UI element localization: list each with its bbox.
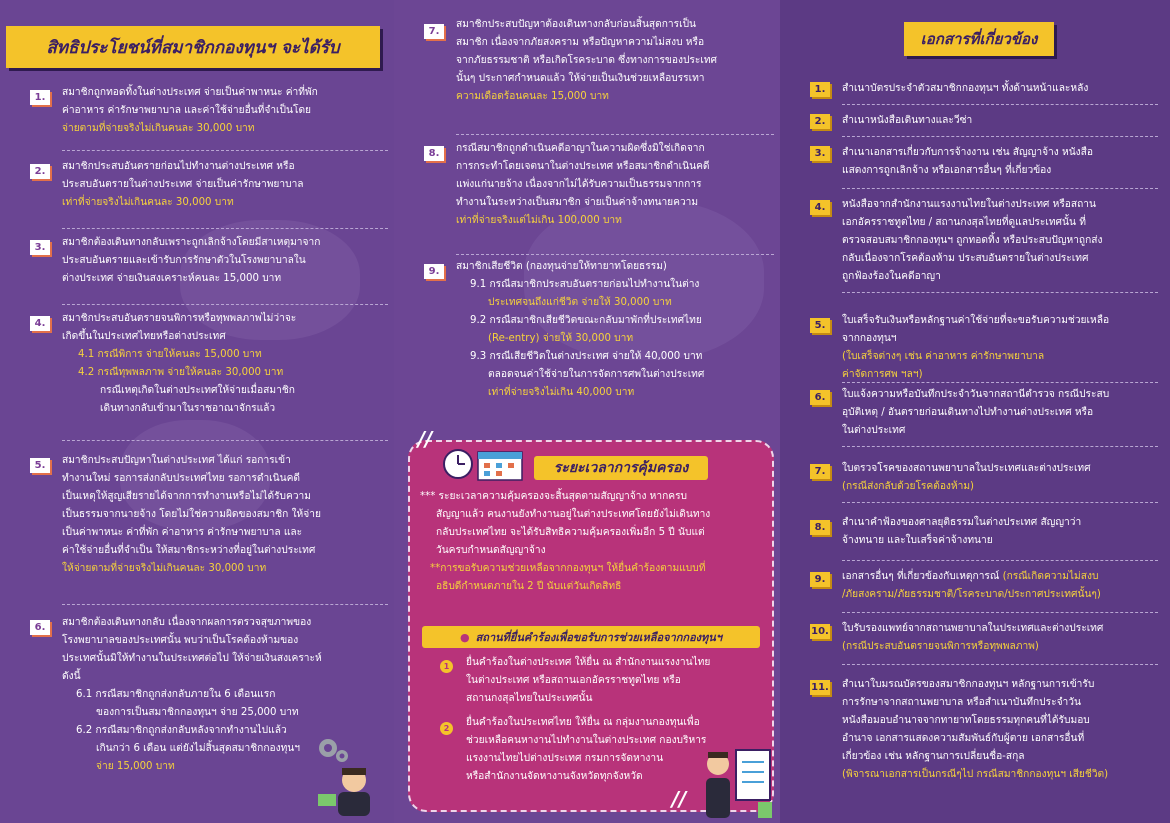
sub-item: 9.1 กรณีสมาชิกประสบอันตรายก่อนไปทำงานในต่าง xyxy=(470,279,700,290)
text-line: ใบแจ้งความหรือบันทึกประจำวันจากสถานีตำรวจ กรณีประสบ xyxy=(842,389,1110,400)
calendar-icon xyxy=(440,446,526,484)
text-line: สัญญาแล้ว คนงานยังทำงานอยู่ในต่างประเทศโดยยังไม่เดินทาง xyxy=(436,509,711,520)
item-number: 2. xyxy=(30,164,50,179)
text-line: สำเนาเอกสารเกี่ยวกับการจ้างงาน เช่น สัญญาจ้าง หนังสือ xyxy=(842,147,1093,158)
text-line: เอกอัครราชทูตไทย / สถานกงสุลไทยที่ดูแลประเทศนั้น ที่ xyxy=(842,217,1086,228)
text-line: จากกองทุนฯ xyxy=(842,333,897,344)
where-to-file-label: สถานที่ยื่นคำร้องเพื่อขอรับการช่วยเหลือจากกองทุนฯ xyxy=(475,631,722,644)
text-line: จ้างทนาย และใบเสร็จค่าจ้างทนาย xyxy=(842,535,993,546)
text-line: หรือสำนักงานจัดหางานจังหวัดทุกจังหวัด xyxy=(466,771,643,782)
document-item-10 xyxy=(842,620,1158,656)
document-item-11 xyxy=(842,676,1158,784)
text-line: สมาชิกประสบอันตรายจนพิการหรือทุพพลภาพไม่ว่าจะ xyxy=(62,313,297,324)
divider xyxy=(456,134,774,135)
benefit-item-7 xyxy=(456,16,774,106)
text-line: ใบเสร็จรับเงินหรือหลักฐานค่าใช้จ่ายที่จะขอรับความช่วยเหลือ xyxy=(842,315,1110,326)
text-line: ทำงานในระหว่างเป็นสมาชิก จ่ายเป็นค่าจ้างทนายความ xyxy=(456,197,699,208)
document-item-6 xyxy=(842,386,1158,440)
item-number: 7. xyxy=(424,24,444,39)
doc-number: 6. xyxy=(810,390,830,405)
text-line: สำเนาหนังสือเดินทางและวีซ่า xyxy=(842,115,973,126)
text-line: แพ่งแก่นายจ้าง เนื่องจากไม่ได้รับความเป็นธรรมจากการ xyxy=(456,179,702,190)
text-line xyxy=(842,568,1158,586)
doc-number: 8. xyxy=(810,520,830,535)
highlight-line: ให้จ่ายตามที่จ่ายจริงไม่เกินคนละ 30,000 บาท xyxy=(62,563,267,574)
divider xyxy=(62,228,388,229)
text-line: อุบัติเหตุ / อันตรายก่อนเดินทางไปทำงานต่างประเทศ หรือ xyxy=(842,407,1094,418)
text-line: การรักษาจากสถานพยาบาล หรือสำเนาบันทึกประจำวัน xyxy=(842,697,1081,708)
divider xyxy=(842,292,1158,293)
doc-number: 3. xyxy=(810,146,830,161)
text-line: กลับเนื่องจากโรคต้องห้าม ประสบอันตรายในต่างประเทศ xyxy=(842,253,1089,264)
benefit-item-1 xyxy=(62,84,388,138)
divider xyxy=(842,136,1158,137)
text-line: เป็นเหตุให้สูญเสียรายได้จากการทำงานหรือไม่ได้รับความ xyxy=(62,491,311,502)
sub-item: ของการเป็นสมาชิกกองทุนฯ จ่าย 25,000 บาท xyxy=(96,707,299,718)
location-pin-icon: ● xyxy=(459,630,470,644)
where-number: 1 xyxy=(440,660,453,673)
item-number: 8. xyxy=(424,146,444,161)
highlight-line: เท่าที่จ่ายจริงแต่ไม่เกิน 100,000 บาท xyxy=(456,215,622,226)
benefit-item-2 xyxy=(62,158,388,212)
doc-number: 10. xyxy=(811,626,829,637)
highlight-span: (กรณีเกิดความไม่สงบ xyxy=(1002,571,1099,582)
text-line: ดังนี้ xyxy=(62,671,81,682)
text-line: เกี่ยวข้อง เช่น หลักฐานการเปลี่ยนชื่อ-สกุล xyxy=(842,751,1025,762)
text-line: สมาชิกต้องเดินทางกลับ เนื่องจากผลการตรวจสุขภาพของ xyxy=(62,617,312,628)
highlight-line: จ่ายตามที่จ่ายจริงไม่เกินคนละ 30,000 บาท xyxy=(62,123,255,134)
doc-number: 5. xyxy=(810,318,830,333)
note-line: **การขอรับความช่วยเหลือจากกองทุนฯ ให้ยื่นคำร้องตามแบบที่ xyxy=(430,563,706,574)
text-line: ช่วยเหลือคนหางานไปทำงานในต่างประเทศ กองบริหาร xyxy=(466,735,707,746)
divider xyxy=(842,502,1158,503)
divider xyxy=(456,254,774,255)
text-line: ตรวจสอบสมาชิกกองทุนฯ ถูกทอดทิ้ง หรือประสบปัญหาถูกส่ง xyxy=(842,235,1103,246)
text-line: เกิดขึ้นในประเทศไทยหรือต่างประเทศ xyxy=(62,331,226,342)
sub-item: จ่าย 15,000 บาท xyxy=(96,761,175,772)
sub-item: เดินทางกลับเข้ามาในราชอาณาจักรแล้ว xyxy=(100,403,276,414)
text-line: ยื่นคำร้องในประเทศไทย ให้ยื่น ณ กลุ่มงานกองทุนเพื่อ xyxy=(466,717,700,728)
text-line: ประสบอันตรายในต่างประเทศ จ่ายเป็นค่ารักษาพยาบาล xyxy=(62,179,304,190)
document-item-1 xyxy=(842,80,1158,98)
document-item-2 xyxy=(842,112,1158,130)
text-line: ใบรับรองแพทย์จากสถานพยาบาลในประเทศและต่างประเทศ xyxy=(842,623,1104,634)
benefit-item-9 xyxy=(456,258,774,402)
sub-item: กรณีเหตุเกิดในต่างประเทศให้จ่ายเมื่อสมาชิก xyxy=(100,385,295,396)
text-line: สำเนาใบมรณบัตรของสมาชิกกองทุนฯ หลักฐานการเข้ารับ xyxy=(842,679,1095,690)
item-number: 6. xyxy=(30,620,50,635)
sub-item: 9.2 กรณีสมาชิกเสียชีวิตขณะกลับมาพักที่ประเทศไทย xyxy=(470,315,702,326)
quote-icon: // xyxy=(671,787,687,811)
document-item-5 xyxy=(842,312,1158,384)
text-line: กรณีสมาชิกถูกดำเนินคดีอาญาในความผิดซึ่งมิใช่เกิดจาก xyxy=(456,143,705,154)
text-line: สำเนาบัตรประจำตัวสมาชิกกองทุนฯ ทั้งด้านหน้าและหลัง xyxy=(842,83,1089,94)
text-line: อำนาจ เอกสารแสดงความสัมพันธ์กับผู้ตาย เอกสารอื่นที่ xyxy=(842,733,1085,744)
doc-number: 9. xyxy=(810,572,830,587)
benefits-column xyxy=(0,0,394,823)
text-line: สมาชิกต้องเดินทางกลับเพราะถูกเลิกจ้างโดยมีสาเหตุมาจาก xyxy=(62,237,321,248)
text-line: ในต่างประเทศ หรือสถานเอกอัครราชทูตไทย หรือ xyxy=(466,675,681,686)
text-line: การกระทำโดยเจตนาในต่างประเทศ หรือสมาชิกดำเนินคดี xyxy=(456,161,710,172)
text-span: เอกสารอื่นๆ ที่เกี่ยวข้องกับเหตุการณ์ xyxy=(842,571,1000,582)
document-item-9 xyxy=(842,568,1158,604)
text-line: *** ระยะเวลาความคุ้มครองจะสิ้นสุดตามสัญญาจ้าง หากครบ xyxy=(420,491,688,502)
sub-item: ตลอดจนค่าใช้จ่ายในการจัดการศพในต่างประเทศ xyxy=(488,369,705,380)
document-item-7 xyxy=(842,460,1158,496)
where-item-1 xyxy=(466,654,766,708)
doc-number: 4. xyxy=(810,200,830,215)
document-item-3 xyxy=(842,144,1158,180)
divider xyxy=(842,664,1158,665)
benefit-item-4 xyxy=(62,310,388,418)
clipboard-icon xyxy=(698,742,778,820)
text-line: สมาชิกประสบอันตรายก่อนไปทำงานต่างประเทศ หรือ xyxy=(62,161,295,172)
item-number: 9. xyxy=(424,264,444,279)
benefit-item-8 xyxy=(456,140,774,230)
text-line: สมาชิกประสบปัญหาในต่างประเทศ ได้แก่ รอการเข้า xyxy=(62,455,291,466)
highlight-line: (กรณีประสบอันตรายจนพิการหรือทุพพลภาพ) xyxy=(842,641,1039,652)
text-line: วันครบกำหนดสัญญาจ้าง xyxy=(436,545,546,556)
text-line: สมาชิก เนื่องจากภัยสงคราม หรือปัญหาความไม่สงบ หรือ xyxy=(456,37,705,48)
text-line: หนังสือมอบอำนาจจากทายาทโดยธรรมทุกคนที่ได้รับมอบ xyxy=(842,715,1090,726)
highlight-line: ค่าจัดการศพ ฯลฯ) xyxy=(842,369,923,380)
highlight-line: (พิจารณาเอกสารเป็นกรณีๆไป กรณีสมาชิกกองทุนฯ เสียชีวิต) xyxy=(842,769,1109,780)
text-line: สำเนาคำฟ้องของศาลยุติธรรมในต่างประเทศ สัญญาว่า xyxy=(842,517,1082,528)
text-line: ยื่นคำร้องในต่างประเทศ ให้ยื่น ณ สำนักงานแรงงานไทย xyxy=(466,657,711,668)
highlight-line: (กรณีส่งกลับด้วยโรคต้องห้าม) xyxy=(842,481,975,492)
text-line: ประเทศนั้นมิให้ทำงานในประเทศต่อไป ให้จ่ายเงินสงเคราะห์ xyxy=(62,653,322,664)
text-line: ประสบอันตรายและเข้ารับการรักษาตัวในโรงพยาบาลใน xyxy=(62,255,306,266)
text-line: ค่าใช้จ่ายอื่นที่จำเป็น ให้สมาชิกระหว่างที่อยู่ในต่างประเทศ xyxy=(62,545,316,556)
text-line: ถูกฟ้องร้องในคดีอาญา xyxy=(842,271,941,282)
where-to-file-title xyxy=(422,626,760,648)
document-item-4 xyxy=(842,196,1158,286)
coverage-title: ระยะเวลาการคุ้มครอง xyxy=(534,456,708,480)
text-line: ทำงานใหม่ รอการส่งกลับประเทศไทย รอการดำเนินคดี xyxy=(62,473,301,484)
documents-title: เอกสารที่เกี่ยวข้อง xyxy=(904,22,1054,56)
text-line: ค่าอาหาร ค่ารักษาพยาบาล และค่าใช้จ่ายอื่นที่จำเป็นโดย xyxy=(62,105,312,116)
text-line: นั้นๆ ประกาศกำหนดแล้ว ให้จ่ายเป็นเงินช่วยเหลือบรรเทา xyxy=(456,73,705,84)
sub-item: 4.2 กรณีทุพพลภาพ จ่ายให้คนละ 30,000 บาท xyxy=(78,367,284,378)
person-icon xyxy=(312,736,382,816)
where-number: 2 xyxy=(440,722,453,735)
doc-number: 7. xyxy=(810,464,830,479)
text-line: เป็นค่าพาหนะ ค่าที่พัก ค่าอาหาร ค่ารักษาพยาบาล และ xyxy=(62,527,303,538)
divider xyxy=(62,604,388,605)
text-line: สถานกงสุลไทยในประเทศนั้น xyxy=(466,693,593,704)
sub-item: 9.3 กรณีเสียชีวิตในต่างประเทศ จ่ายให้ 40,000 บาท xyxy=(470,351,703,362)
doc-number: 2. xyxy=(810,114,830,129)
divider xyxy=(62,304,388,305)
divider xyxy=(62,440,388,441)
item-number: 1. xyxy=(30,90,50,105)
document-item-8 xyxy=(842,514,1158,550)
highlight-line: ความเดือดร้อนคนละ 15,000 บาท xyxy=(456,91,609,102)
divider xyxy=(842,104,1158,105)
highlight-line: เท่าที่จ่ายจริงไม่เกินคนละ 30,000 บาท xyxy=(62,197,234,208)
divider xyxy=(842,188,1158,189)
sub-item: 6.2 กรณีสมาชิกถูกส่งกลับหลังจากทำงานไปแล้ว xyxy=(76,725,287,736)
divider xyxy=(62,150,388,151)
divider xyxy=(842,560,1158,561)
item-number: 4. xyxy=(30,316,50,331)
text-line: ต่างประเทศ จ่ายเงินสงเคราะห์คนละ 15,000 บาท xyxy=(62,273,282,284)
coverage-text xyxy=(420,488,766,596)
divider xyxy=(842,382,1158,383)
text-line: หนังสือจากสำนักงานแรงงานไทยในต่างประเทศ หรือสถาน xyxy=(842,199,1096,210)
sub-item: เท่าที่จ่ายจริงไม่เกิน 40,000 บาท xyxy=(488,387,635,398)
benefit-item-3 xyxy=(62,234,388,288)
text-line: สมาชิกประสบปัญหาต้องเดินทางกลับก่อนสิ้นสุดการเป็น xyxy=(456,19,697,30)
text-line: สมาชิกถูกทอดทิ้งในต่างประเทศ จ่ายเป็นค่าพาหนะ ค่าที่พัก xyxy=(62,87,318,98)
text-line: แรงงานไทยไปต่างประเทศ กรมการจัดหางาน xyxy=(466,753,664,764)
quote-icon: // xyxy=(417,427,433,451)
text-line: จากภัยธรรมชาติ หรือเกิดโรคระบาด ซึ่งทางการของประเทศ xyxy=(456,55,718,66)
sub-item: ประเทศจนถึงแก่ชีวิต จ่ายให้ 30,000 บาท xyxy=(488,297,672,308)
divider xyxy=(842,612,1158,613)
text-line: สมาชิกเสียชีวิต (กองทุนจ่ายให้ทายาทโดยธรรม) xyxy=(456,261,667,272)
documents-column xyxy=(780,0,1170,823)
text-line: ใบตรวจโรคของสถานพยาบาลในประเทศและต่างประเทศ xyxy=(842,463,1091,474)
sub-item: เกินกว่า 6 เดือน แต่ยังไม่สิ้นสุดสมาชิกกองทุนฯ xyxy=(96,743,300,754)
sub-item: 6.1 กรณีสมาชิกถูกส่งกลับภายใน 6 เดือนแรก xyxy=(76,689,276,700)
text-line: แสดงการถูกเลิกจ้าง หรือเอกสารอื่นๆ ที่เกี่ยวข้อง xyxy=(842,165,1052,176)
text-line: กลับประเทศไทย จะได้รับสิทธิความคุ้มครองเพิ่มอีก 5 ปี นับแต่ xyxy=(436,527,705,538)
benefits-title: สิทธิประโยชน์ที่สมาชิกกองทุนฯ จะได้รับ xyxy=(6,26,380,68)
note-line: อธิบดีกำหนดภายใน 2 ปี นับแต่วันเกิดสิทธิ xyxy=(436,581,622,592)
sub-item: 4.1 กรณีพิการ จ่ายให้คนละ 15,000 บาท xyxy=(78,349,262,360)
item-number: 3. xyxy=(30,240,50,255)
benefit-item-5 xyxy=(62,452,388,578)
doc-number: 11. xyxy=(811,682,829,693)
text-line: ในต่างประเทศ xyxy=(842,425,906,436)
sub-item: (Re-entry) จ่ายให้ 30,000 บาท xyxy=(488,333,634,344)
text-line: เป็นธรรมจากนายจ้าง โดยไม่ใช่ความผิดของสมาชิก ให้จ่าย xyxy=(62,509,321,520)
doc-number: 1. xyxy=(810,82,830,97)
highlight-line: /ภัยสงคราม/ภัยธรรมชาติ/โรคระบาด/ประกาศประเทศนั้นๆ) xyxy=(842,589,1101,600)
highlight-line: (ใบเสร็จต่างๆ เช่น ค่าอาหาร ค่ารักษาพยาบาล xyxy=(842,351,1045,362)
text-line: โรงพยาบาลของประเทศนั้น พบว่าเป็นโรคต้องห้ามของ xyxy=(62,635,299,646)
item-number: 5. xyxy=(30,458,50,473)
divider xyxy=(842,446,1158,447)
